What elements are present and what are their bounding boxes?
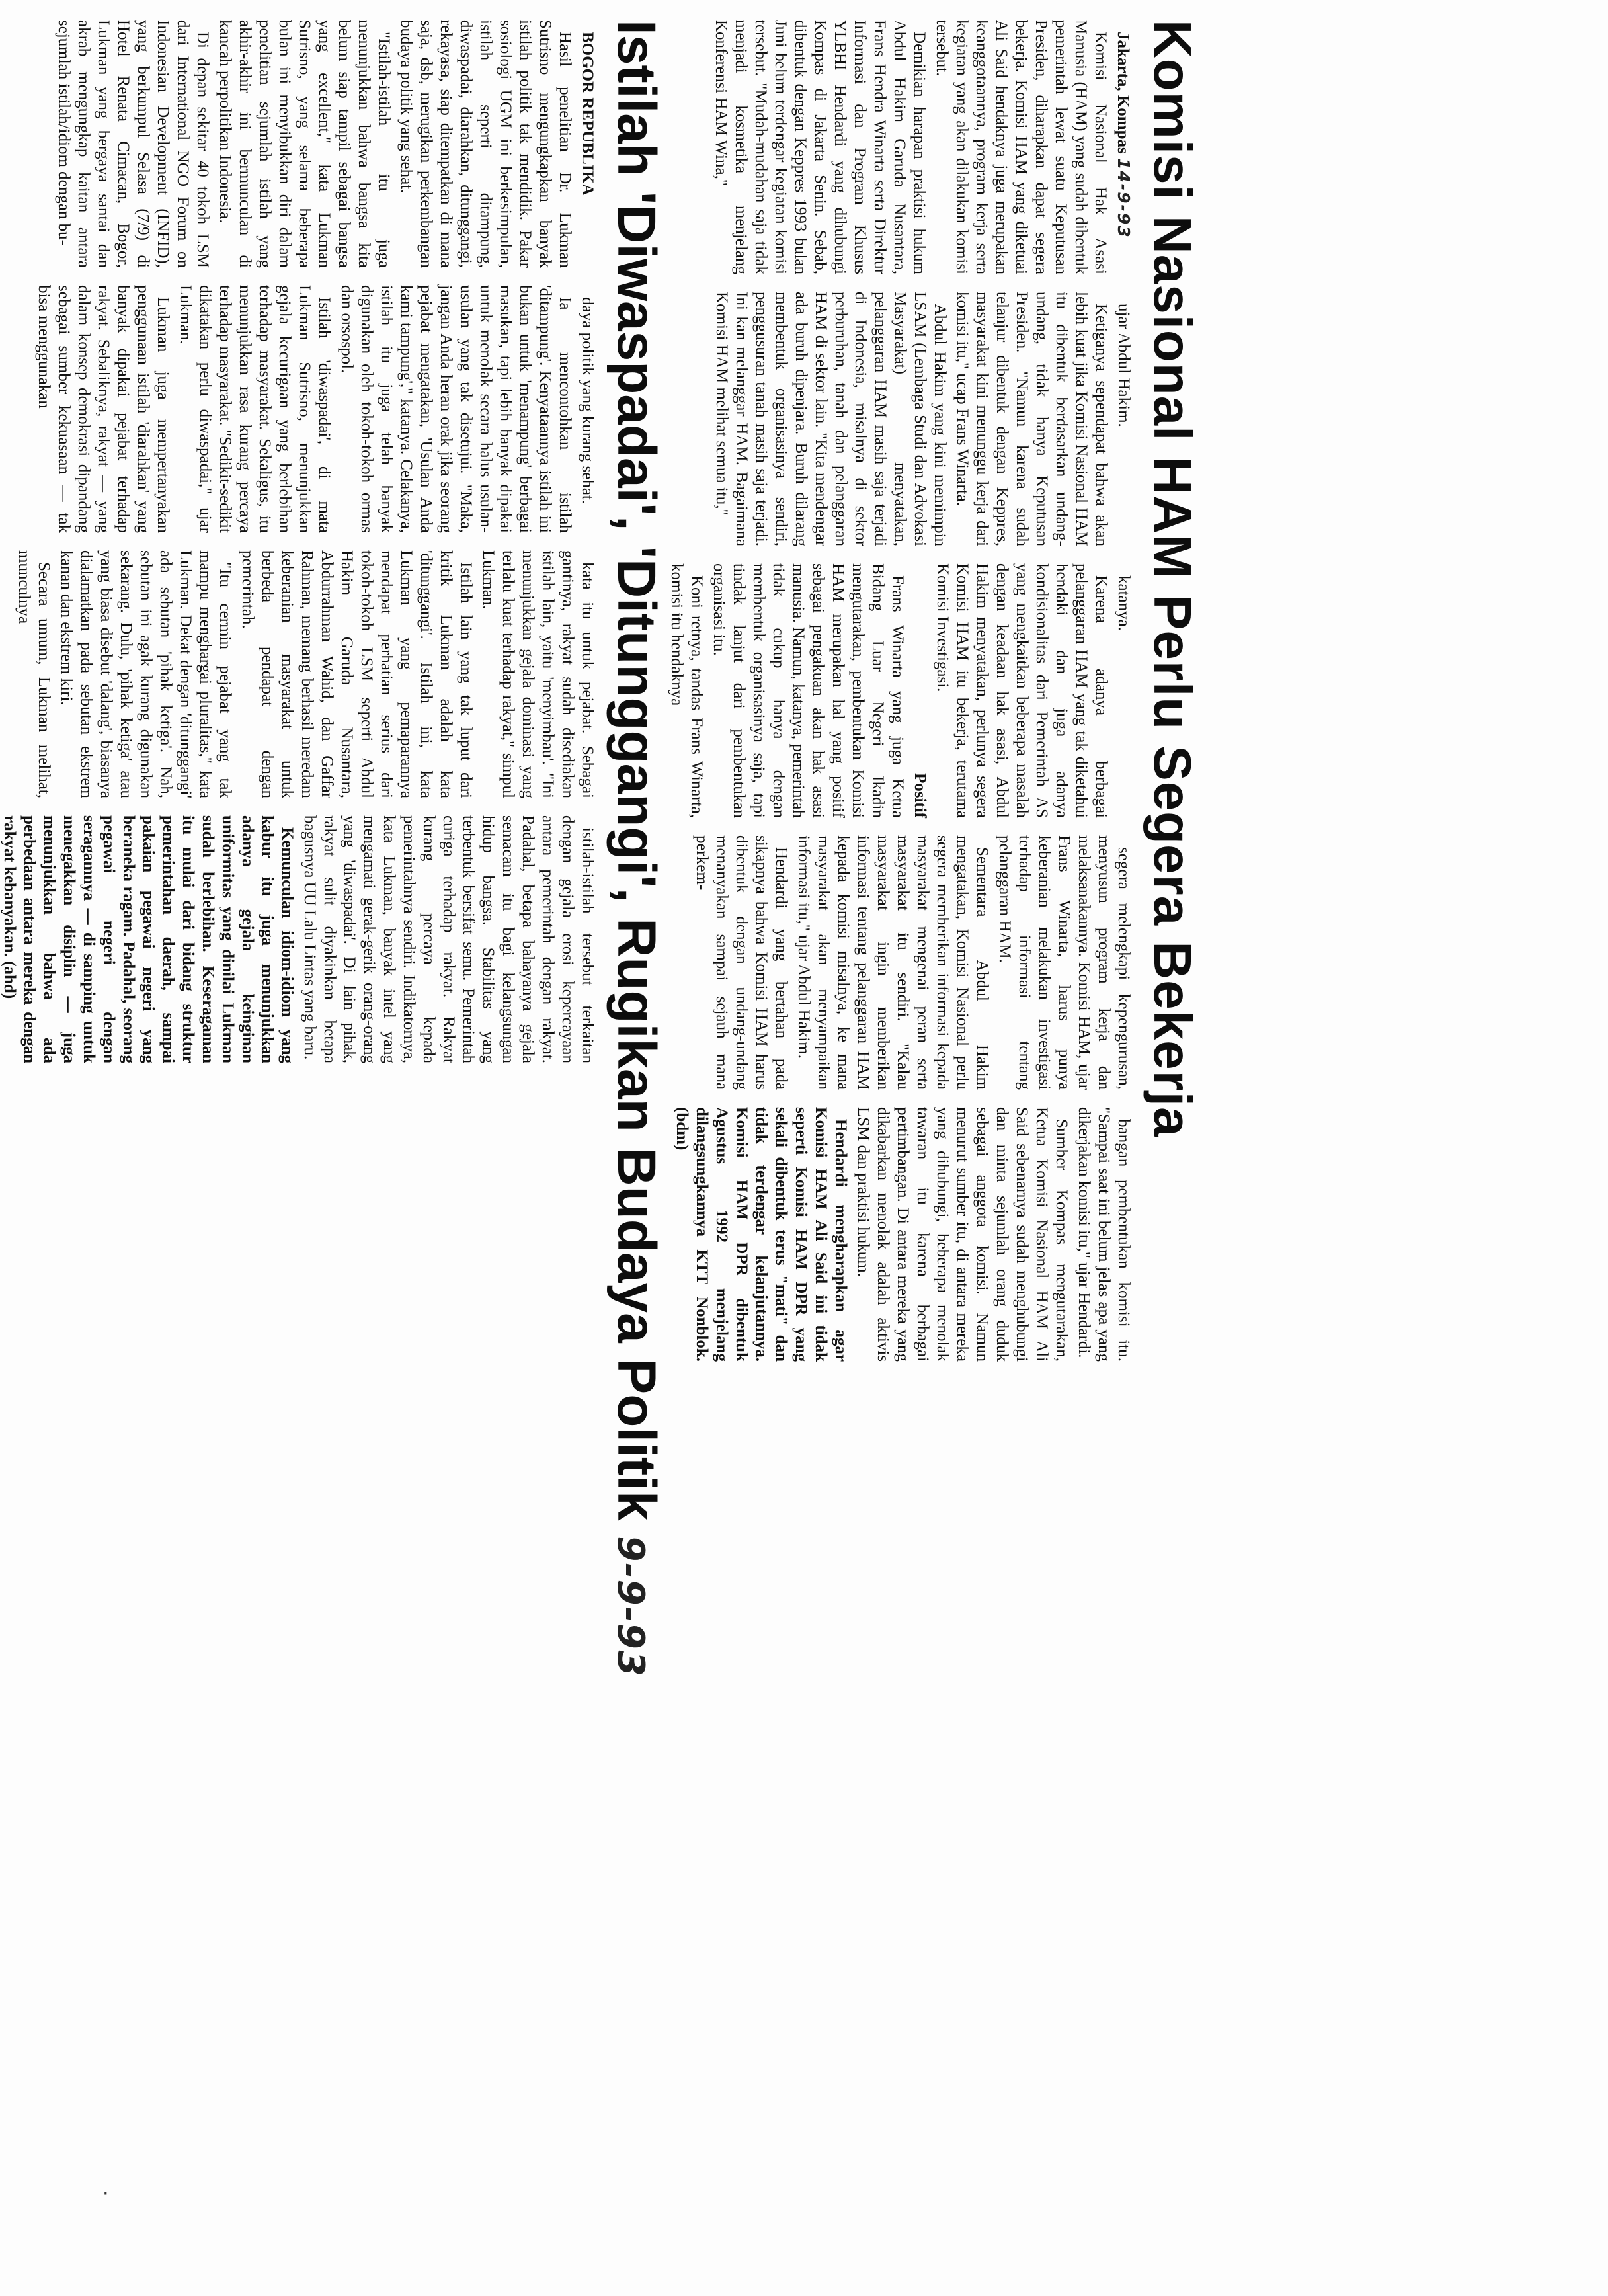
article-column — [664, 1107, 1133, 1362]
paragraph: Hendardi mengharapkan agar Komisi HAM Ali Said ini tidak seperti Komisi HAM DPR yang sekali dibentuk terus "mati" dan tidak terdengar kelanjutannya. Komisi HAM DPR dibentuk Agustus 1992 menjelang dilangsungkannya KTT Nonblok. (bdm) — [672, 1107, 850, 1362]
paragraph: Lukman juga mempertanyakan penggunaan istilah 'diarahkan' yang banyak dipakai pejabat terhadap rakyat. Sebaliknya, rakyat — yang dalam konsep demokrasi dipandang sebagai sumber kekuasaan — tak bisa menggunakan — [35, 285, 173, 533]
paragraph: Komisi Nasional Hak Asasi Manusia (HAM) yang sudah dibentuk pemerintah lewat suatu Keputusan Presiden, diharapkan dapat segera bekerja. Komisi HAM yang diketuai Ali Said hendaknya juga merupakan keanggotaannya, program kerja serta kegiatan yang akan dilakukan komisi tersebut. — [932, 20, 1109, 274]
headline-text: Istilah 'Diwaspadai', 'Ditunggangi', Rugikan Budaya Politik — [606, 20, 666, 1521]
article-column — [664, 835, 1133, 1090]
paragraph: Hendardi yang bertahan pada sikapnya bahwa Komisi HAM harus dibentuk dengan undang-undang menanyakan sampai sejauh mana perkem- — [692, 835, 790, 1090]
paragraph: Koni retnya, tandas Frans Winarta, komisi itu hendaknya — [667, 563, 705, 818]
paragraph: Karena adanya berbagai pelanggaran HAM yang tak diketahui hendaki dan juga adanya kondisionalitas dari Pemerintah AS yang mengkaitkan beberapa masalah dengan keadaan hak asasi, Abdul Hakim menyatakan, perlunya segera Komisi HAM itu bekerja, terutama Komisi Investigasi. — [933, 563, 1110, 818]
paragraph: Frans Winarta yang juga Ketua Bidang Luar Negeri Ikadin mengutarakan, pembentukan Komisi HAM merupakan hal yang positif sebagai pengakuan akan hak asasi manusia. Namun, katanya, pemerintah tidak cukup hanya dengan membentuk organisasinya saja, tapi tindak lanjut dari pembentukan organisasi itu. — [709, 563, 906, 818]
article-column — [664, 20, 1133, 274]
paragraph: segera melengkapi kepengurusan, menyusun program kerja dan melaksanakannya. Komisi HAM, ujar Frans Winarta, harus punya keberanian melakukan investigasi terhadap informasi tentang pelanggaran HAM. — [995, 835, 1133, 1090]
article-komisi-ham — [664, 20, 1203, 1375]
paragraph: Di depan sekitar 40 tokoh LSM dari International NGO Forum on Indonesian Development (INFID), yang berkumpul Selasa (7/9) di Hotel Renata Cimacan, Bogor, Lukman yang bergaya santai dan akrab mengungkap kaitan antara sejumlah istilah/idiom dengan bu- — [55, 20, 212, 268]
paragraph: Abdul Hakim yang kini memimpin LSAM (Lembaga Studi dan Advokasi Masyarakat) menyatakan, pelanggaran HAM masih saja terjadi di Indonesia, misalnya di sektor perburuhan, tanah dan pelanggaran HAM di sektor lain. "Kita mendengar ada buruh dipenjara. Buruh dilarang membentuk organisasinya sendiri, penggusuran tanah masih saja terjadi. Ini kan melanggar HAM. Bagaimana Komisi HAM melihat semua itu," — [712, 292, 949, 546]
paragraph: bangan pembentukan komisi itu. "Sampai saat ini belum jelas apa yang dikerjakan komisi itu," ujar Hendardi. — [1074, 1107, 1133, 1362]
paragraph: "Itu cermin pejabat yang tak mampu menghargai pluralitas," kata Lukman. Dekat dengan 'ditunggangi' ada sebutan 'pihak ketiga'. Nah, sebutan ini agak kurang digunakan sekarang. Dulu, 'pihak ketiga' atau yang biasa disebut 'dalang', biasanya dialamatkan pada sebutan ekstrem kanan dan ekstrem kiri. — [58, 550, 235, 798]
newspaper-clipping — [1, 0, 1217, 2116]
article-column — [0, 815, 597, 1063]
paragraph: "Istilah-istilah itu juga menunjukkan bahwa bangsa kita belum siap tampil sebagai bangsa yang excellent," kata Lukman Sutrisno, yang selama beberapa bulan ini menyibukkan diri dalam penelitian sejumlah istilah yang akhir-akhir ini bermunculan di kancah perpolitikan Indonesia. — [216, 20, 393, 268]
article-headline — [1141, 20, 1203, 1375]
handwritten-date: 9-9-93 — [609, 1536, 652, 1678]
paragraph: Ia mencontohkan istilah 'ditampung'. Kenyataannya istilah ini bukan untuk 'menampung' berbagai masukan, tapi lebih banyak dipakai untuk menolak secara halus usulan-usulan yang tak disetujui. "Maka, jangan Anda heran orak jika seorang pejabat mengatakan, 'Usulan Anda kami tampung'," katanya. Celakanya, istilah itu juga telah banyak digunakan oleh tokoh-tokoh ormas dan orsospol. — [338, 285, 575, 533]
paragraph: ujar Abdul Hakim. — [1114, 304, 1133, 427]
paragraph: kata itu untuk pejabat. Sebagai gantinya, rakyat sudah disediakan istilah lain, yaitu 'menyimbau'. "Ini menunjukkan gejala dominasi yang terlalu kuat terhadap rakyat," simpul Lukman. — [479, 550, 597, 798]
article-column — [0, 550, 597, 798]
paragraph: Istilah lain yang tak luput dari kritik Lukman adalah kata 'ditunggangi'. Istilah ini, kata Lukman yang pemaparannya mendapat perhatian serius dari tokoh-tokoh LSM seperti Abdul Hakim Garuda Nusantara, Abdurrahman Wahid, dan Gaffar Rahman, memang berhasil meredam keberanian masyarakat untuk berbeda pendapat dengan pemerintah. — [239, 550, 475, 798]
article-column — [664, 292, 1133, 546]
article-columns — [664, 20, 1133, 1375]
article-column — [0, 285, 597, 533]
paragraph: Sumber Kompas mengutarakan, Ketua Komisi Nasional HAM Ali Said sebenarnya sudah menghubungi dan minta sejumlah orang duduk sebagai anggota komisi. Namun menurut sumber itu, di antara mereka yang dihubungi, beberapa menolak tawaran itu karena berbagai pertimbangan. Di antara mereka yang dikabarkan menolak adalah aktivis LSM dan praktisi hukum. — [854, 1107, 1070, 1362]
subheading: Positif — [910, 772, 929, 818]
paragraph: katanya. — [1114, 575, 1133, 631]
article-column — [0, 20, 597, 268]
paragraph: Hasil penelitian Dr. Lukman Sutrisno mengungkapkan banyak istilah politik tak mendidik. Pakar sosiologi UGM ini berkesimpulan, istilah seperti ditampung, diwaspadai, diarahkan, ditunggangi, rekayasa, siap ditempatkan di mana saja, dsb, merugikan perkembangan budaya politik yang sehat. — [397, 20, 575, 268]
paragraph: Kemunculan idiom-idiom yang kabur itu juga menunjukkan adanya gejala keinginan uniformitas yang dinilai Lukman sudah berlebihan. Keseragaman itu mulai dari bidang struktur pemerintahan daerah, sampai pakaian pegawai negeri yang beraneka ragam. Padahal, seorang pegawai negeri dengan seragamnya — di samping untuk menegakkan disiplin — juga menunjukkan bahwa ada perbedaan antara mereka dengan rakyat kebanyakan. (ahd) — [1, 815, 297, 1063]
paragraph: istilah-istilah tersebut terkaitan dengan gejala erosi kepercayaan antara pemerintah dengan rakyat. Padahal, betapa bahayanya gejala semacam itu bagi kelangsungan hidup bangsa. Stabilitas yang terbentuk bersifat semu. Pemerintah curiga terhadap rakyat. Rakyat kurang percaya kepada pemerintahnya sendiri. Indikatornya, kata Lukman, banyak intel yang mengamati gerak-gerik orang-orang yang 'diwaspadai'. Di lain pihak, rakyat sulit diyakinkan betapa bagusnya UU Lalu Lintas yang baru. — [301, 815, 597, 1063]
article-istilah — [0, 20, 668, 2070]
paragraph: Sementara Abdul Hakim mengatakan, Komisi Nasional perlu segera memberikan informasi kepada masyarakat mengenai peran serta masyarakat itu sendiri. "Kalau masyarakat ingin memberikan informasi tentang pelanggaran HAM kepada komisi misalnya, ke mana masyarakat akan menyampaikan informasi itu," ujar Abdul Hakim. — [794, 835, 991, 1090]
scan-speck: · — [102, 2182, 109, 2205]
article-columns — [0, 20, 597, 2070]
paragraph: Secara umum, Lukman melihat, munculnya — [15, 550, 54, 798]
dateline: Jakarta, Kompas — [1113, 32, 1132, 154]
handwritten-date: 14-9-93 — [1113, 157, 1133, 239]
paragraph: daya politik yang kurang sehat. — [579, 297, 597, 505]
paragraph: Ketiganya sependapat bahwa akan lebih kuat jika Komisi Nasional HAM itu dibentuk berdasarkan undang-undang, tidak hanya Keputusan Presiden. "Namun karena sudah telanjur dibentuk dengan Keppres, masyarakat kini menunggu kerja dari komisi itu," ucap Frans Winarta. — [953, 292, 1110, 546]
paragraph: Istilah 'diwaspadai', di mata Lukman Sutrisno, menunjukkan gejala kecurigaan yang berlebihan terhadap masyarakat. Sekaligus, itu menunjukkan rasa kurang percaya terhadap masyarakat. "Sedikit-sedikit dikatakan perlu diwaspadai," ujar Lukman. — [177, 285, 334, 533]
dateline: BOGOR REPUBLIKA — [579, 32, 597, 196]
headline-text: Komisi Nasional HAM Perlu Segera Bekerja — [1143, 20, 1202, 1137]
article-headline — [604, 20, 668, 2070]
paragraph: Demikian harapan praktisi hukum Abdul Hakim Garuda Nusantara, Frans Hendra Winarta serta Direktur Informasi dan Program Khusus YLBHI Hendardi yang dihubungi Kompas di Jakarta Senin. Sebab, dibentuk dengan Keppres 1993 bulan Juni belum terdengar kegiatan komisi tersebut. "Mudah-mudahan saja tidak menjadi kosmetika menjelang Konferensi HAM Wina," — [711, 20, 928, 274]
article-column — [664, 563, 1133, 818]
